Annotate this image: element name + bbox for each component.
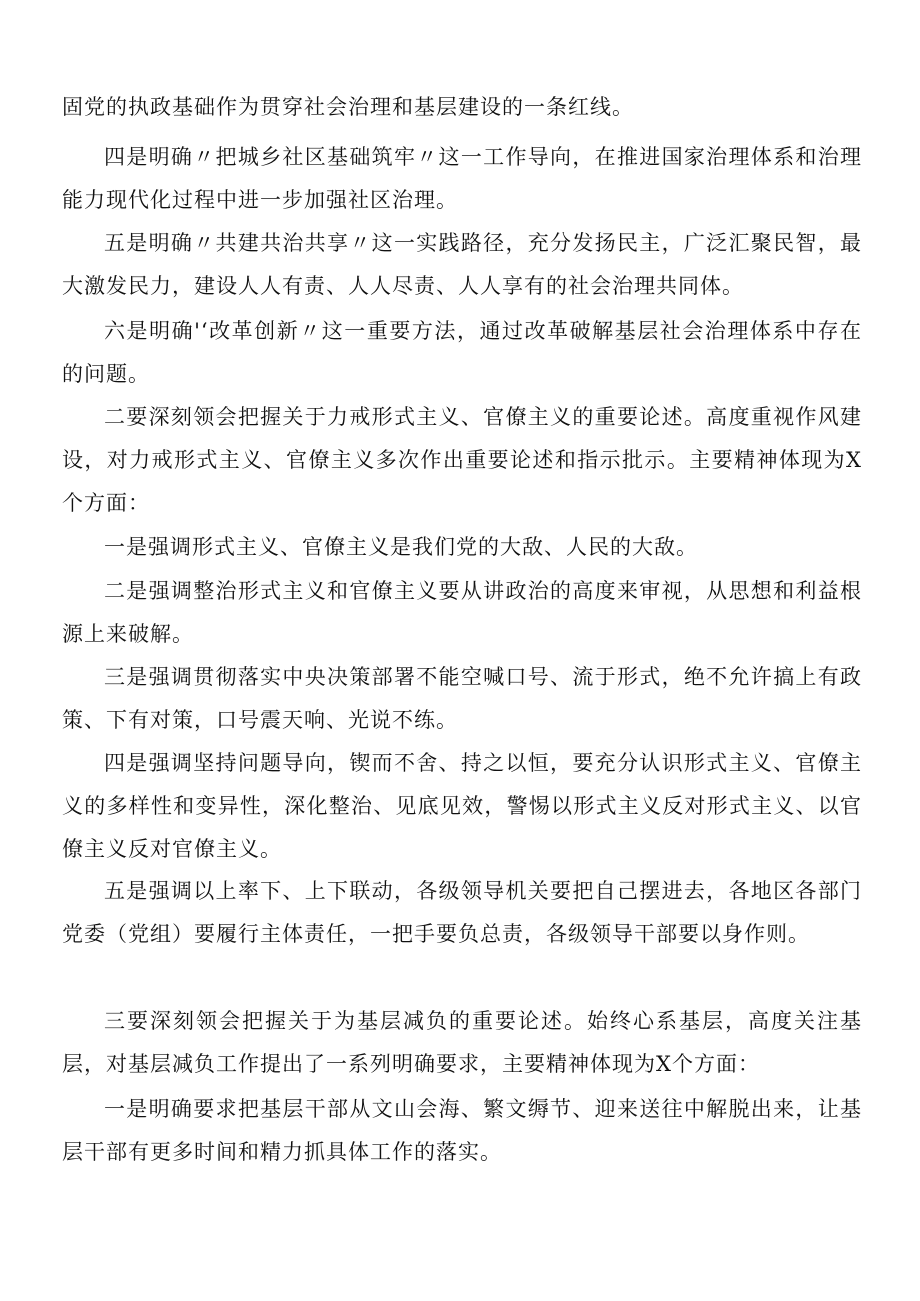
paragraph-item-two: 二是强调整治形式主义和官僚主义要从讲政治的高度来审视，从思想和利益根源上来破解。: [62, 579, 862, 646]
paragraph-point-four: 四是明确〃把城乡社区基础筑牢〃这一工作导向，在推进国家治理体系和治理能力现代化过程中进一步加强社区治理。: [62, 145, 862, 212]
paragraph-item-three: 三是强调贯彻落实中央决策部署不能空喊口号、流于形式，绝不允许搞上有政策、下有对策，口号震天响、光说不练。: [62, 665, 862, 732]
paragraph-section-three: 三要深刻领会把握关于为基层减负的重要论述。始终心系基层，高度关注基层，对基层减负工作提出了一系列明确要求，主要精神体现为X个方面：: [62, 1009, 862, 1076]
paragraph-item-four: 四是强调坚持问题导向，锲而不舍、持之以恒，要充分认识形式主义、官僚主义的多样性和变异性，深化整治、见底见效，警惕以形式主义反对形式主义、以官僚主义反对官僚主义。: [62, 751, 862, 861]
paragraph-section-two: 二要深刻领会把握关于力戒形式主义、官僚主义的重要论述。高度重视作风建设，对力戒形式主义、官僚主义多次作出重要论述和指示批示。主要精神体现为X个方面：: [62, 405, 862, 515]
paragraph-point-five: 五是明确〃共建共治共享〃这一实践路径，充分发扬民主，广泛汇聚民智，最大激发民力，建设人人有责、人人尽责、人人享有的社会治理共同体。: [62, 231, 862, 298]
paragraph-item-one: 一是强调形式主义、官僚主义是我们党的大敌、人民的大敌。: [104, 535, 698, 559]
paragraph-continuation: 固党的执政基础作为贯穿社会治理和基层建设的一条红线。: [62, 95, 634, 119]
paragraph-point-six: 六是明确'‘改革创新〃这一重要方法，通过改革破解基层社会治理体系中存在的问题。: [62, 319, 862, 386]
paragraph-burden-item-one: 一是明确要求把基层干部从文山会海、繁文缛节、迎来送往中解脱出来，让基层干部有更多时间和精力抓具体工作的落实。: [62, 1097, 862, 1164]
paragraph-item-five: 五是强调以上率下、上下联动，各级领导机关要把自己摆进去，各地区各部门党委（党组）要履行主体责任，一把手要负总责，各级领导干部要以身作则。: [62, 879, 862, 946]
